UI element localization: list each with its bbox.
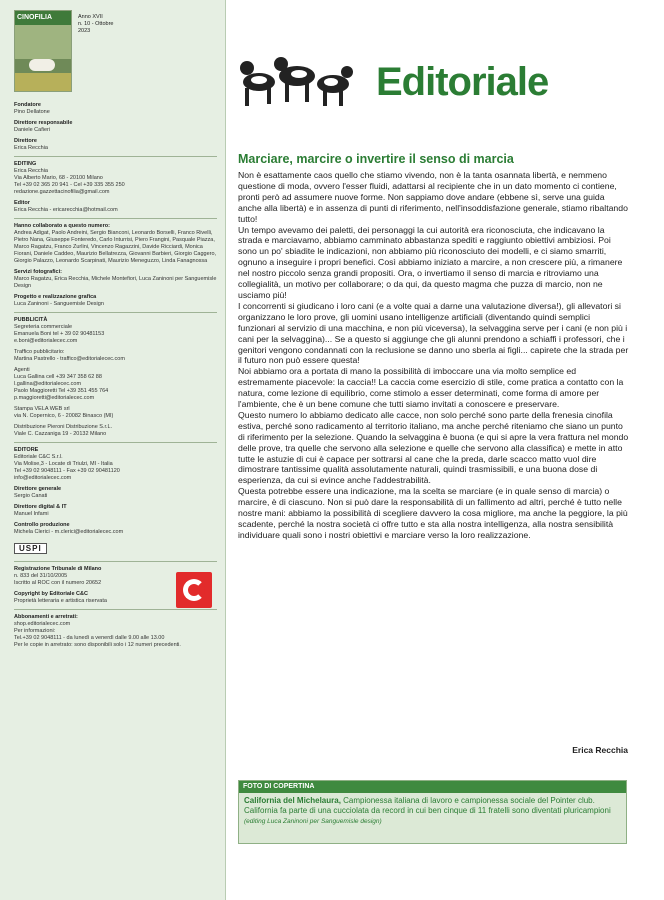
page-title: Editoriale	[376, 60, 549, 104]
editore-line: Editoriale C&C S.r.l.	[14, 454, 63, 460]
registrazione-line: n. 833 del 31/10/2005	[14, 573, 68, 579]
stampa-line: via N. Copernico, 6 - 20082 Binasco (MI)	[14, 413, 114, 419]
editing-heading: EDITING	[14, 161, 37, 167]
article-paragraph: I concorrenti si giudicano i loro cani (e a volte quai a darne una valutazione diversa!), gli allevatori si organizzano le loro prove, gli uomini usano intelligenze artificiali (diventando quindi semplici funzionari al servizio di una macchina, e non più viceversa), la selvaggina serve per i cani (e non più i cani per la selvaggina)... Se a questo si aggiunge che gli alunni prendono a schiaffi i professori, che i genitori vengono condannati con la reclusione se danno uno sberla ai figli... capirete che la strada per il futuro non può essere questa!	[238, 300, 629, 366]
abbonamenti-block	[14, 614, 217, 649]
distribuzione-line: Viale C. Cazzaniga 19 - 20132 Milano	[14, 431, 107, 437]
fondatore-name: Pino Dellatone	[14, 109, 50, 115]
abbonamenti-line: Tel.+39 02 9048111 - da lunedì a venerdì dalle 9.00 alle 13.00	[14, 635, 165, 641]
editor-heading: Editor	[14, 200, 30, 206]
direttore-name: Erica Recchia	[14, 145, 48, 151]
article-paragraph: Noi abbiamo ora a portata di mano la possibilità di imboccare una via molto semplice ed estremamente piacevole: la caccia!! La caccia come esercizio di stile, come pratica a contatto con la natura, come lezione di equilibrio, come stimolo a esser determinati, come forma di amore per l'ambiente, che è un bene comune che tutti siamo invitati a conoscere e preservare.	[238, 366, 624, 410]
cover-description: Campionessa italiana di lavoro e campionessa sociale del Pointer club. California fa parte di una cucciolata da record in cui ben cinque di 11 fratelli sono diventati pluricampioni	[244, 796, 611, 815]
progetto-block	[14, 294, 217, 308]
article-headline: Marciare, marcire o invertire il senso di marcia	[238, 152, 514, 166]
direttore-block	[14, 138, 217, 152]
editore-line: Via Molise,3 - Locate di Triulzi, MI - Italia	[14, 461, 113, 467]
divider	[14, 609, 217, 610]
editorial-page	[226, 0, 664, 900]
agenti-line: p.maggioretti@editorialecec.com	[14, 395, 95, 401]
cover-field	[15, 73, 71, 92]
article-paragraph: Un tempo avevamo dei paletti, dei personaggi la cui autorità era riconosciuta, che indicavano la strada e marciavamo, abbiamo camminato abbastanza spediti e raggiunto obiettivi ambiziosi. Poi sono un po' sbiadite le indicazioni, non abbiamo più riconosciuto dei modelli, e ci siamo smarriti, ognuno a inseguire i propri benefici. Così abbiamo iniziato a marcire, a non crescere più, a rimanere nel nostro piccolo senza grandi propositi. Ora, o invertiamo il senso di marcia e ritroviamo una collegialità, un motivo per collaborare; o da qui, da questo magma che puzza di marcio, non ne usciamo più!	[238, 224, 623, 300]
pubblicita-line: Emanuela Boni tel + 39 02 90481153	[14, 331, 105, 337]
cover-dog-name: California del Michelaura,	[244, 796, 341, 805]
article-body	[238, 170, 629, 541]
editor-name: Erica Recchia - ericarecchia@hotmail.com	[14, 207, 118, 213]
abbonamenti-line: Per le copie in arretrato: sono disponibili solo i 12 numeri precedenti.	[14, 642, 181, 648]
dir-generale-heading: Direttore generale	[14, 486, 62, 492]
controllo-name: Michela Clerici - m.clerici@editorialecec.com	[14, 529, 124, 535]
dir-digital-name: Manuel Infami	[14, 511, 49, 517]
collaboratori-list: Andrea Adigat, Paolo Andreini, Sergio Bianconi, Leonardo Borselli, Franco Rivelli, Pietro Nana, Giuseppe Fonteredo, Carlo Inturrisi, Piero Frangini, Pasquale Piazza, Marco Ragatzu, Franco Zurlini, Vincenzo Ragazzini, Davide Ricciardi, Monica Fiorani, Daniele Caddeo, Maurizio Bellatrezza, Giovanni Barbieri, Giorgio Caggero, Giorgio Palazzo, Leonardo Scarpinati, Maurizio Meneguzzo, Linda Fanagnossa	[14, 230, 217, 264]
editore-email: info@editorialecec.com	[14, 475, 72, 481]
controllo-block	[14, 522, 217, 536]
servizi-block	[14, 269, 217, 290]
progetto-text: Luca Zaninoni - Sanguemisle Design	[14, 301, 104, 307]
dir-digital-block	[14, 504, 217, 518]
cover-credit: (editing Luca Zaninoni per Sanguemisle design)	[244, 818, 382, 825]
dir-digital-heading: Direttore digital & IT	[14, 504, 67, 510]
agenti-line: Luca Gallina cell +39 347 358 62 88	[14, 374, 102, 380]
agenti-block	[14, 367, 217, 402]
pubblicita-heading: PUBBLICITÀ	[14, 317, 48, 323]
divider	[14, 312, 217, 313]
direttore-resp-name: Daniele Cafieri	[14, 127, 51, 133]
direttore-heading: Direttore	[14, 138, 37, 144]
editoriale-cc-logo	[176, 572, 212, 608]
cover-masthead: CINOFILIA	[15, 11, 71, 25]
editing-email: redazione.gazzettacinofilia@gmail.com	[14, 189, 110, 195]
servizi-list: Marco Ragatzu, Erica Recchia, Michele Montefiori, Luca Zaninoni per Sanguemisle Design	[14, 276, 217, 289]
stampa-line: Stampa VELA WEB srl	[14, 406, 70, 412]
cover-dog-image	[29, 59, 55, 71]
progetto-heading: Progetto e realizzazione grafica	[14, 294, 97, 300]
issue-year: Anno XVII	[78, 14, 103, 20]
magazine-cover-thumbnail	[14, 10, 72, 92]
distribuzione-block	[14, 424, 217, 438]
fondatore-block	[14, 102, 217, 116]
abbonamenti-heading: Abbonamenti e arretrati:	[14, 614, 78, 620]
pubblicita-line: Segreteria commerciale	[14, 324, 73, 330]
editore-heading: EDITORE	[14, 447, 39, 453]
divider	[14, 218, 217, 219]
shop-link: shop.editorialecec.com	[14, 621, 71, 627]
editore-block	[14, 447, 217, 482]
registrazione-heading: Registrazione Tribunale di Milano	[14, 566, 102, 572]
dir-generale-block	[14, 486, 217, 500]
logo-ring-icon	[183, 579, 205, 601]
cover-sky	[15, 25, 71, 59]
collaboratori-block	[14, 223, 217, 265]
distribuzione-line: Distribuzione Pieroni Distribuzione S.r.L.	[14, 424, 113, 430]
dir-generale-name: Sergio Canati	[14, 493, 48, 499]
editing-line: Via Alberto Mario, 68 - 20100 Milano	[14, 175, 103, 181]
article-author: Erica Recchia	[572, 745, 628, 755]
issue-date: 2023	[78, 28, 91, 34]
issue-info	[78, 14, 113, 35]
agenti-line: l.gallina@editorialecec.com	[14, 381, 82, 387]
article-paragraph: Questo numero lo abbiamo dedicato alle cacce, non solo perché sono parte della frenesia cinofila estiva, perché sono radicamento al territorio italiano, ma anche perché riteniamo che siano un punto di riferimento per la selezione. Quando la selvaggina è buona (e qui si apre la vera frattura nel mondo delle prove, tra quelle che servono alla selezione e quelle che servono alla classifica) e mette in atto tutte le astuzie di cui è capace per sottrarsi al cane che la preda, darle scacco matto vuol dire dimostrare tantissime qualità assolutamente naturali, quindi trasmissibili, e una buona dose di esperienza, da cui si evince anche l'addestrabilità.	[238, 409, 629, 486]
divider	[14, 156, 217, 157]
masthead-sidebar	[0, 0, 226, 900]
collaboratori-heading: Hanno collaborato a questo numero:	[14, 223, 110, 229]
traffico-line: Martina Pastrello - traffico@editorialecec.com	[14, 356, 125, 362]
editore-line: Tel +39 02 9048111 - Fax +39 02 90481120	[14, 468, 120, 474]
article-paragraph: Non è esattamente caos quello che stiamo vivendo, non è la tanta osannata libertà, e nemmeno questione di moda, ovvero l'esser fluidi, adattarsi al recipiente che in un dato momento ci contiene, pronti però ad assumere nuove forme. Non sappiamo dove andare (ebbene sì, serve una guida anche alla libertà) e in assenza di punti di riferimento, nell'insoddisfazione generale, stiamo ribaltando tutto!	[238, 170, 628, 224]
abbonamenti-line: Per informazioni:	[14, 628, 56, 634]
issue-number: n. 10 - Ottobre	[78, 21, 114, 27]
fondatore-heading: Fondatore	[14, 102, 41, 108]
copyright-text: Proprietà letteraria e artistica riservata	[14, 598, 107, 604]
uspi-logo: USPI	[14, 543, 47, 554]
editing-block	[14, 161, 217, 196]
controllo-heading: Controllo produzione	[14, 522, 70, 528]
cover-row	[14, 10, 217, 96]
divider	[14, 442, 217, 443]
editor-block	[14, 200, 217, 214]
editing-line: Tel +39 02 365 20 941 - Cel +39 335 355 250	[14, 182, 125, 188]
pubblicita-email: e.boni@editorialecec.com	[14, 338, 78, 344]
traffico-block	[14, 349, 217, 363]
divider	[14, 561, 217, 562]
cover-box-label: FOTO DI COPERTINA	[239, 781, 626, 793]
servizi-heading: Servizi fotografici:	[14, 269, 62, 275]
hunting-dogs-illustration	[237, 42, 357, 112]
pubblicita-block	[14, 317, 217, 345]
copyright-heading: Copyright by Editoriale C&C	[14, 591, 88, 597]
agenti-line: Agenti	[14, 367, 30, 373]
cover-photo-caption-box	[238, 780, 627, 844]
article-paragraph: Questa potrebbe essere una indicazione, ma la scelta se marciare (e in quale senso di marcia) o marcire, è di ciascuno. Non si può dare la responsabilità di un fallimento ad altri, perché è tutto nelle nostre mani: abbiamo la possibilità di scegliere davvero la cosa migliore, ma anche la peggiore, la più scadente, perché la nostra società ci offre tutto e sta alla nostra intelligenza, alla nostra sensibilità individuare quali sono i nostri obiettivi e marciare verso la loro realizzazione.	[238, 486, 628, 540]
editing-line: Erica Recchia	[14, 168, 48, 174]
registrazione-line: Iscritto al ROC con il numero 20652	[14, 580, 102, 586]
stampa-block	[14, 406, 217, 420]
agenti-line: Paolo Maggioretti Tel +39 351 455 764	[14, 388, 109, 394]
traffico-line: Traffico pubblicitario:	[14, 349, 65, 355]
cover-box-text	[239, 793, 626, 830]
direttore-resp-block	[14, 120, 217, 134]
direttore-resp-heading: Direttore responsabile	[14, 120, 73, 126]
